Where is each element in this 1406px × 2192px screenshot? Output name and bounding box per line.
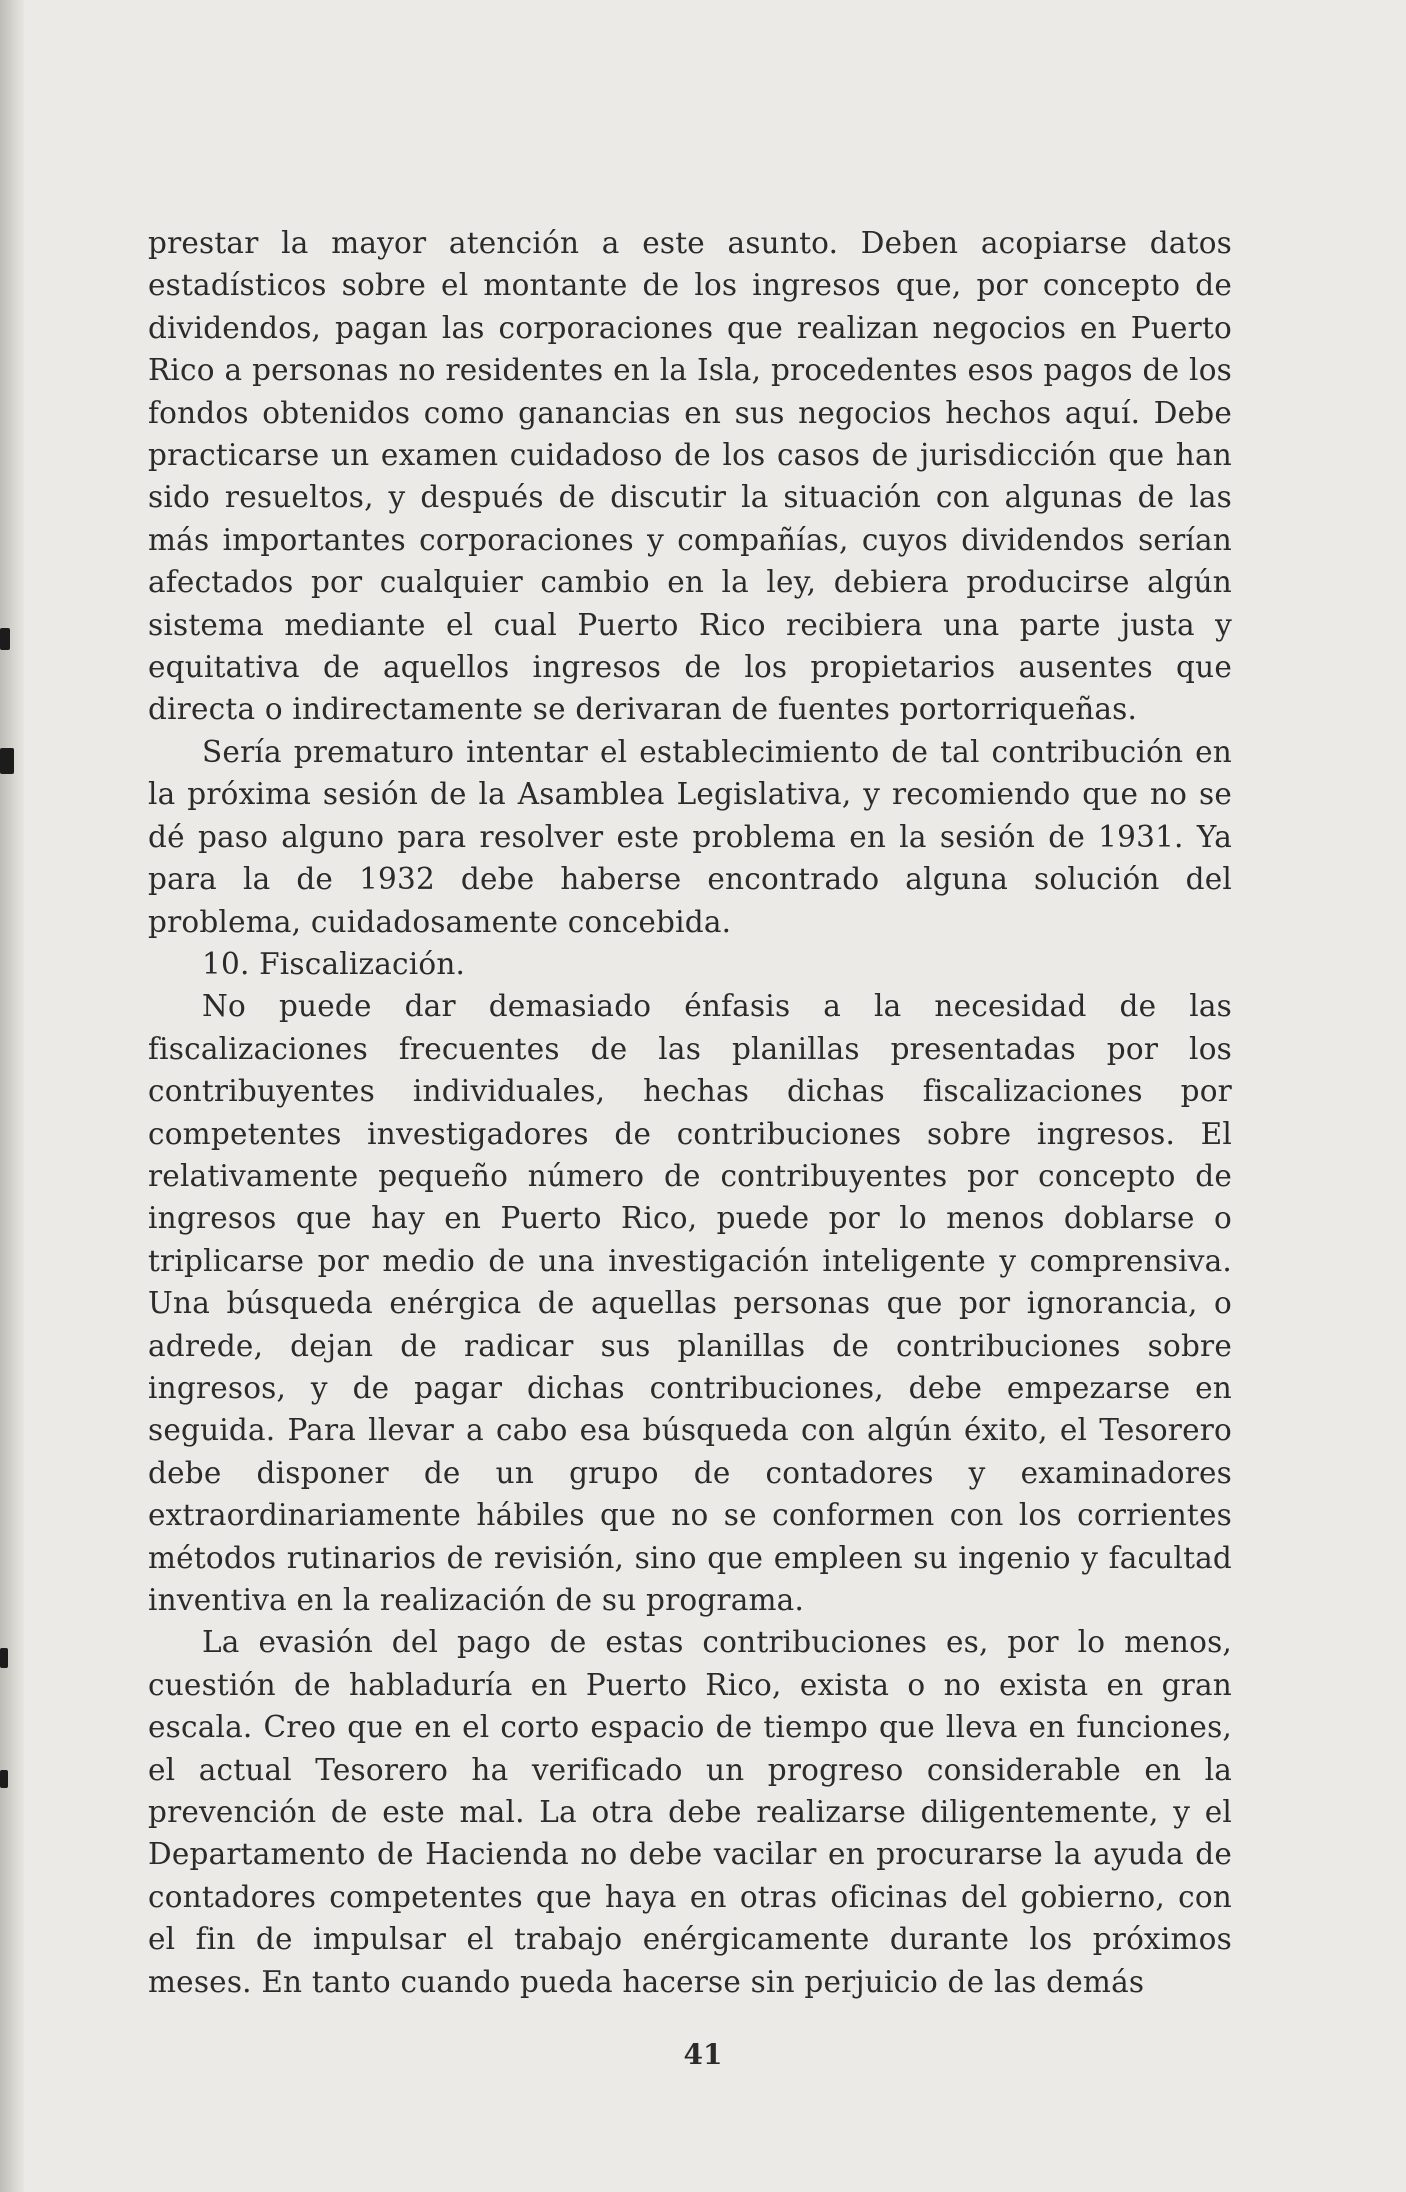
margin-ink-mark [0, 748, 14, 774]
paragraph-premature-tax: Sería prematuro intentar el establecimiento de tal contribución en la próxima sesión de la Asamblea Legislativa, y recomiendo que no se dé paso alguno para resolver este problema en la sesión de 1931. Ya para la de 1932 debe haberse encontrado alguna solución del problema, cuidadosamente concebida. [148, 734, 1232, 939]
page-binding-edge [0, 0, 24, 2192]
page-number: 41 [683, 2038, 723, 2071]
margin-ink-mark [0, 1648, 8, 1668]
margin-ink-mark [0, 628, 10, 650]
margin-ink-mark [0, 1770, 8, 1788]
paragraph-audits: No puede dar demasiado énfasis a la necesidad de las fiscalizaciones frecuentes de las planillas presentadas por los contribuyentes individuales, hechas dichas fiscalizaciones por competentes investigadores de contribuciones sobre ingresos. El relativamente pequeño número de contribuyentes por concepto de ingresos que hay en Puerto Rico, puede por lo menos doblarse o triplicarse por medio de una investigación inteligente y comprensiva. Una búsqueda enérgica de aquellas personas que por ignorancia, o adrede, dejan de radicar sus planillas de contribuciones sobre ingresos, y de pagar dichas contribuciones, debe empezarse en seguida. Para llevar a cabo esa búsqueda con algún éxito, el Tesorero debe disponer de un grupo de contadores y examinadores extraordinariamente hábiles que no se conformen con los corrientes métodos rutinarios de revisión, sino que empleen su ingenio y facultad inventiva en la realización de su programa. [148, 989, 1232, 1617]
section-heading-fiscalizacion: 10. Fiscalización. [202, 946, 466, 981]
body-text [148, 222, 1232, 2003]
paragraph-dividends: prestar la mayor atención a este asunto. Deben acopiarse datos estadísticos sobre el montante de los ingresos que, por concepto de dividendos, pagan las corporaciones que realizan negocios en Puerto Rico a personas no residentes en la Isla, procedentes esos pagos de los fondos obtenidos como ganancias en sus negocios hechos aquí. Debe practicarse un examen cuidadoso de los casos de jurisdicción que han sido resueltos, y después de discutir la situación con algunas de las más importantes corporaciones y compañías, cuyos dividendos serían afectados por cualquier cambio en la ley, debiera producirse algún sistema mediante el cual Puerto Rico recibiera una parte justa y equitativa de aquellos ingresos de los propietarios ausentes que directa o indirectamente se derivaran de fuentes portorriqueñas. [148, 226, 1232, 727]
paragraph-tax-evasion: La evasión del pago de estas contribuciones es, por lo menos, cuestión de habladuría en Puerto Rico, exista o no exista en gran escala. Creo que en el corto espacio de tiempo que lleva en funciones, el actual Tesorero ha verificado un progreso considerable en la prevención de este mal. La otra debe realizarse diligentemente, y el Departamento de Hacienda no debe vacilar en procurarse la ayuda de contadores competentes que haya en otras oficinas del gobierno, con el fin de impulsar el trabajo enérgicamente durante los próximos meses. En tanto cuando pueda hacerse sin perjuicio de las demás [148, 1625, 1232, 1999]
